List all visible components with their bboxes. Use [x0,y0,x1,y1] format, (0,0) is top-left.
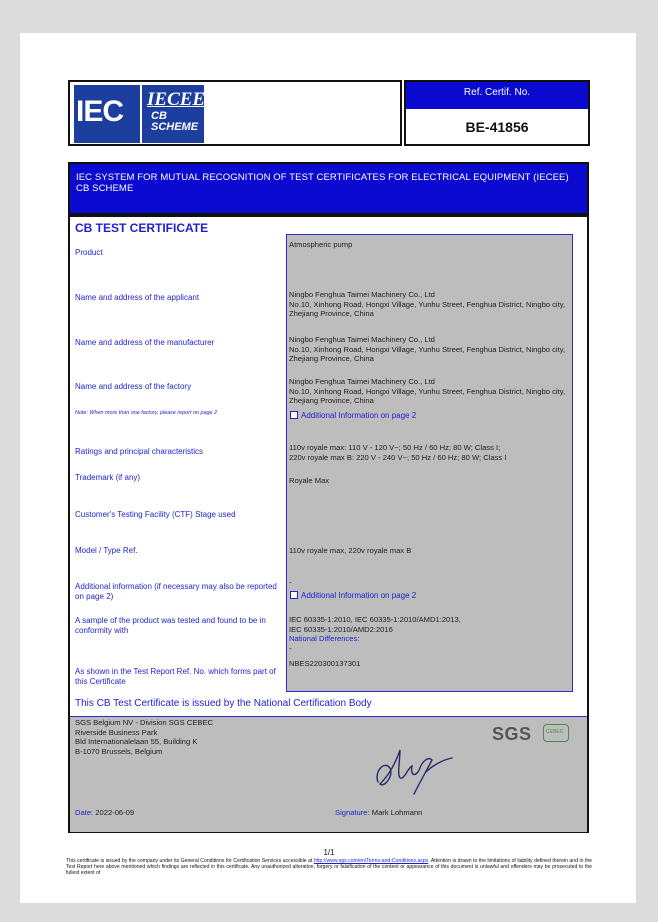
sample-value: IEC 60335-1:2010, IEC 60335-1:2010/AMD1:2013, IEC 60335-1:2010/AMD2:2016 [289,615,461,634]
iec-logo: IEC [74,85,140,143]
iecee-cb-logo: IECEE CB SCHEME [142,85,204,143]
factory-note: Note: When more than one factory, please report on page 2 [75,410,217,416]
handwritten-signature [370,742,460,800]
additional-label: Additional information (if necessary may also be reported on page 2) [75,582,277,601]
ref-label: Ref. Certif. No. [406,82,588,109]
additional-value: - [289,578,292,587]
checkbox-icon[interactable] [290,591,298,599]
ctf-label: Customer's Testing Facility (CTF) Stage used [75,510,236,519]
ref-number: BE-41856 [465,119,529,135]
additional-info-link-2[interactable]: Additional Information on page 2 [290,591,416,600]
national-differences-value: - [289,644,292,653]
manufacturer-value: Ningbo Fenghua Taimei Machinery Co., Ltd No.10, Xinhong Road, Hongxi Village, Yunhu Street, Fenghua District, Ningbo city, Zhejiang Province, China [289,335,566,363]
page-number: 1/1 [323,848,335,857]
cebec-stamp-icon: CEBEC [543,724,569,742]
sample-label: A sample of the product was tested and found to be in conformity with [75,616,266,635]
report-label: As shown in the Test Report Ref. No. which forms part of this Certificate [75,667,276,686]
terms-link[interactable]: http://www.sgs.com/en/Terms-and-Conditions.aspx [313,858,429,864]
certificate-title: CB TEST CERTIFICATE [75,221,209,235]
ratings-value: 110v royale max: 110 V - 120 V~; 50 Hz / 60 Hz; 80 W; Class I; 220v royale max B: 220 V - 240 V~; 50 Hz / 60 Hz; 80 W; Class I [289,443,507,462]
model-value: 110v royale max, 220v royale max B [289,546,412,555]
product-label: Product [75,248,103,257]
applicant-value: Ningbo Fenghua Taimei Machinery Co., Ltd No.10, Xinhong Road, Hongxi Village, Yunhu Street, Fenghua District, Ningbo city, Zhejiang Province, China [289,290,566,318]
product-value: Atmospheric pump [289,240,353,249]
ratings-label: Ratings and principal characteristics [75,447,204,456]
manufacturer-label: Name and address of the manufacturer [75,338,215,347]
factory-label: Name and address of the factory [75,382,192,391]
trademark-label: Trademark (if any) [75,473,141,482]
date-field: Date: 2022-06-09 [75,808,135,817]
checkbox-icon[interactable] [290,411,298,419]
national-differences-label: National Differences: [289,634,360,643]
applicant-label: Name and address of the applicant [75,293,200,302]
model-label: Model / Type Ref. [75,546,138,555]
scheme-title-bar: IEC SYSTEM FOR MUTUAL RECOGNITION OF TEST CERTIFICATES FOR ELECTRICAL EQUIPMENT (IECEE) CB SCHEME [68,162,589,215]
report-value: NBES220300137301 [289,659,361,668]
additional-info-link[interactable]: Additional Information on page 2 [290,411,416,420]
sgs-logo: SGS [492,724,532,744]
trademark-value: Royale Max [289,476,330,485]
factory-value: Ningbo Fenghua Taimei Machinery Co., Ltd No.10, Xinhong Road, Hongxi Village, Yunhu Street, Fenghua District, Ningbo city, Zhejiang Province, China [289,377,566,405]
issued-by-text: This CB Test Certificate is issued by the National Certification Body [75,698,372,709]
signature-field: Signature: Mark Lohmann [335,808,423,817]
footer-disclaimer: This certificate is issued by the company under its General Conditions for Certification Services accessible at http://www.sgs.com/en/Terms-and-Conditions.aspx. Attention is drawn to the limitations of liability defined therein and in the Test Report here above mentioned which findings are reflected in this certificate. Any unauthorized alteration, forgery or falsification of the content or appearance of this document is unlawful and offenders may be prosecuted to the fullest extent of [66,858,592,876]
ncb-address: SGS Belgium NV - Division SGS CEBEC Riverside Business Park Bld Internationalelaan 55, Building K B-1070 Brussels, Belgium [75,718,213,756]
